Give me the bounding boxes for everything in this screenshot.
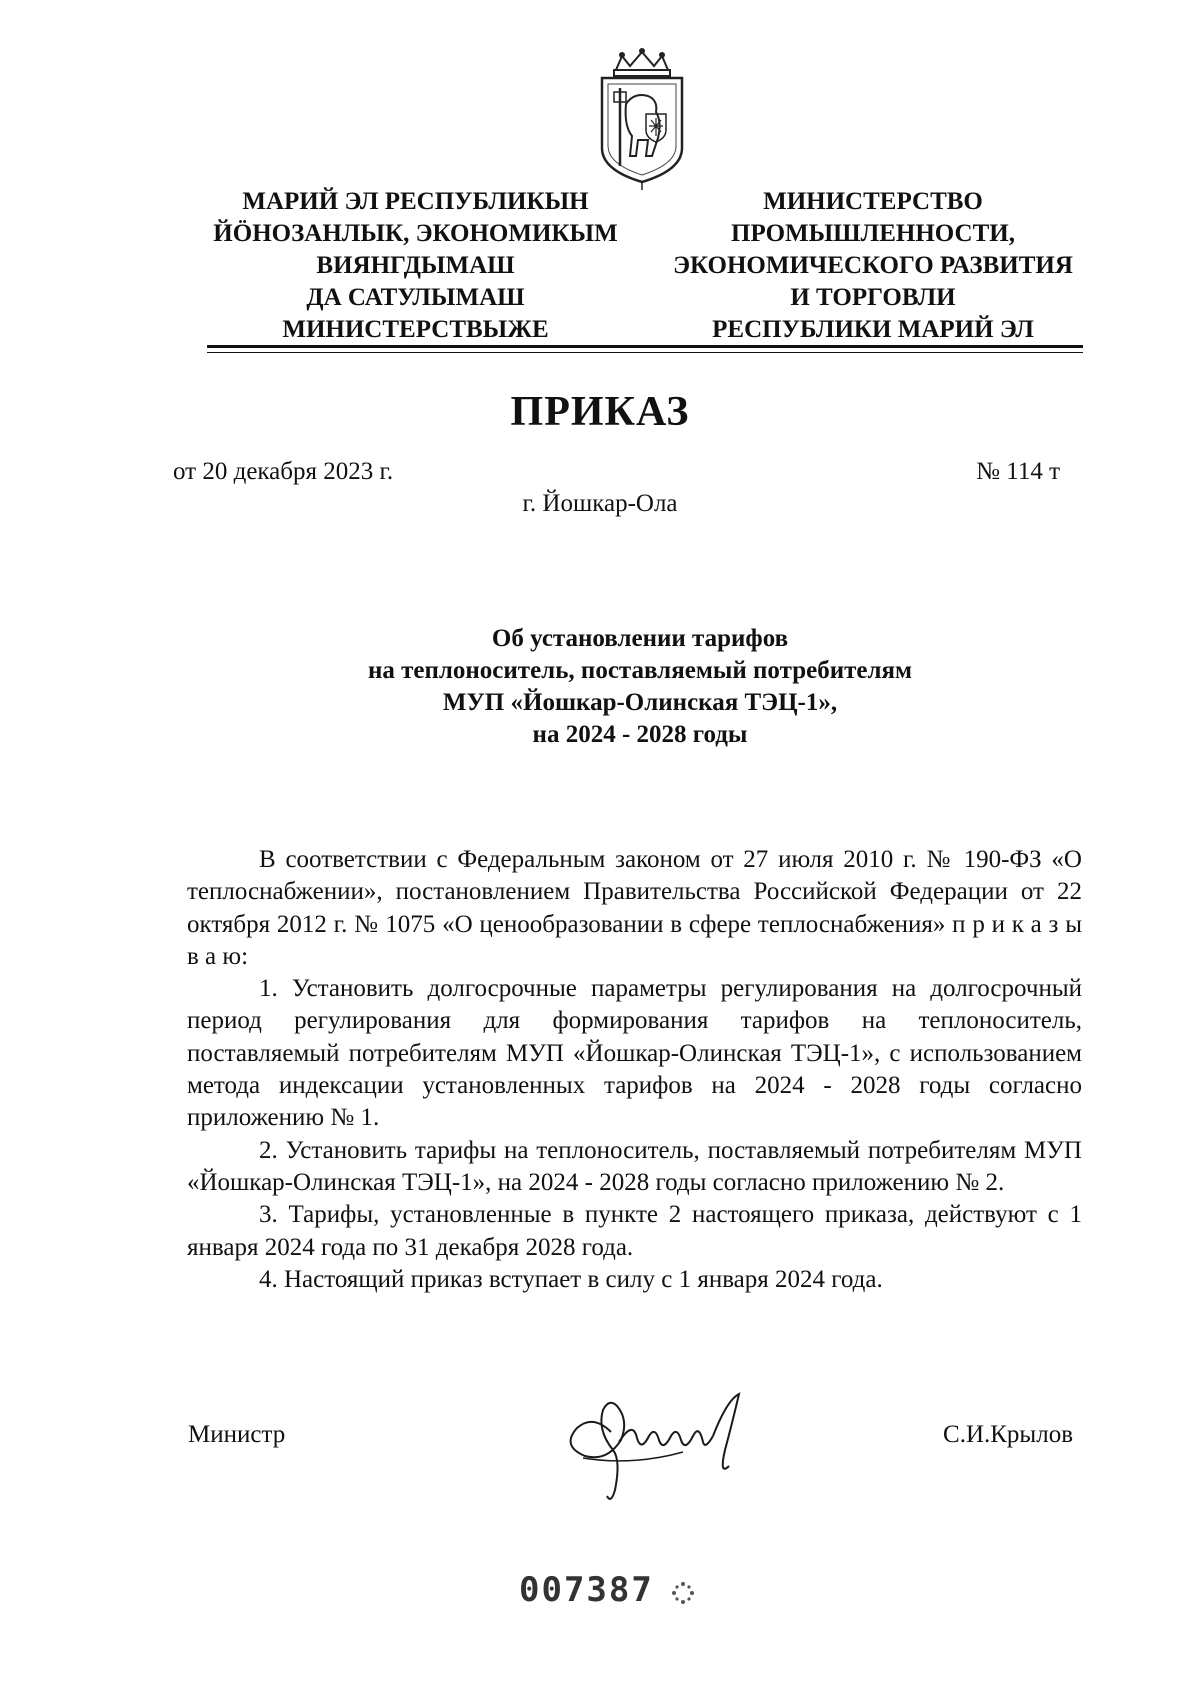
- header-right-line: ЭКОНОМИЧЕСКОГО РАЗВИТИЯ: [673, 252, 1073, 279]
- header-divider-thin: [207, 352, 1083, 353]
- document-title: [200, 623, 1080, 751]
- body-paragraph-item-1: 1. Установить долгосрочные параметры регулирования на долгосрочный период регулирования для формирования тарифов на теплоноситель, поставляемый потребителям МУП «Йошкар-Олинская ТЭЦ-1», с использованием метода индексации установленных тарифов на 2024 - 2028 годы согласно приложению № 1.: [187, 975, 1082, 1132]
- header-left-line: ВИЯНГДЫМАШ: [316, 252, 515, 279]
- header-right-line: МИНИСТЕРСТВО: [763, 188, 983, 215]
- signer-position: Министр: [188, 1421, 286, 1448]
- dotted-mark-icon: [670, 1580, 696, 1606]
- body-paragraph-item-4: 4. Настоящий приказ вступает в силу с 1 января 2024 года.: [259, 1265, 883, 1293]
- document-date: от 20 декабря 2023 г.: [173, 458, 394, 485]
- header-left-line: МАРИЙ ЭЛ РЕСПУБЛИКЫН: [242, 188, 589, 215]
- signature-icon: [563, 1380, 773, 1510]
- header-left-mari: [198, 186, 633, 346]
- title-line: Об установлении тарифов: [491, 625, 789, 652]
- header-right-russian: [658, 186, 1088, 346]
- header-right-line: И ТОРГОВЛИ: [790, 284, 956, 311]
- document-type-heading: ПРИКАЗ: [510, 389, 690, 435]
- header-left-line: ЙÖНОЗАНЛЫК, ЭКОНОМИКЫМ: [213, 220, 618, 247]
- title-line: МУП «Йошкар-Олинская ТЭЦ-1»,: [442, 689, 838, 716]
- document-serial-number: 007387: [519, 1570, 654, 1610]
- header-left-line: ДА САТУЛЫМАШ: [306, 284, 525, 311]
- document-city: г. Йошкар-Ола: [522, 490, 678, 517]
- coat-of-arms-icon: [596, 48, 688, 192]
- header-right-line: ПРОМЫШЛЕННОСТИ,: [731, 220, 1015, 247]
- title-line: на теплоноситель, поставляемый потребителям: [367, 657, 913, 684]
- body-paragraph-item-3: 3. Тарифы, установленные в пункте 2 настоящего приказа, действуют с 1 января 2024 года по 31 декабря 2028 года.: [187, 1201, 1082, 1261]
- title-line: на 2024 - 2028 годы: [532, 721, 748, 748]
- document-number: № 114 т: [976, 458, 1060, 485]
- header-divider-thick: [207, 345, 1083, 348]
- body-paragraph-item-2: 2. Установить тарифы на теплоноситель, поставляемый потребителям МУП «Йошкар-Олинская ТЭЦ-1», на 2024 - 2028 годы согласно приложению № 2.: [187, 1136, 1082, 1196]
- header-left-line: МИНИСТЕРСТВЫЖЕ: [282, 316, 549, 343]
- body-paragraph-preamble: В соответствии с Федеральным законом от 27 июля 2010 г. № 190-ФЗ «О теплоснабжении», постановлением Правительства Российской Федерации от 22 октября 2012 г. № 1075 «О ценообразовании в сфере теплоснабжения» п р и к а з ы в а ю:: [187, 846, 1082, 970]
- signer-name: С.И.Крылов: [943, 1421, 1073, 1448]
- header-right-line: РЕСПУБЛИКИ МАРИЙ ЭЛ: [712, 316, 1034, 343]
- document-body: [187, 844, 1082, 1296]
